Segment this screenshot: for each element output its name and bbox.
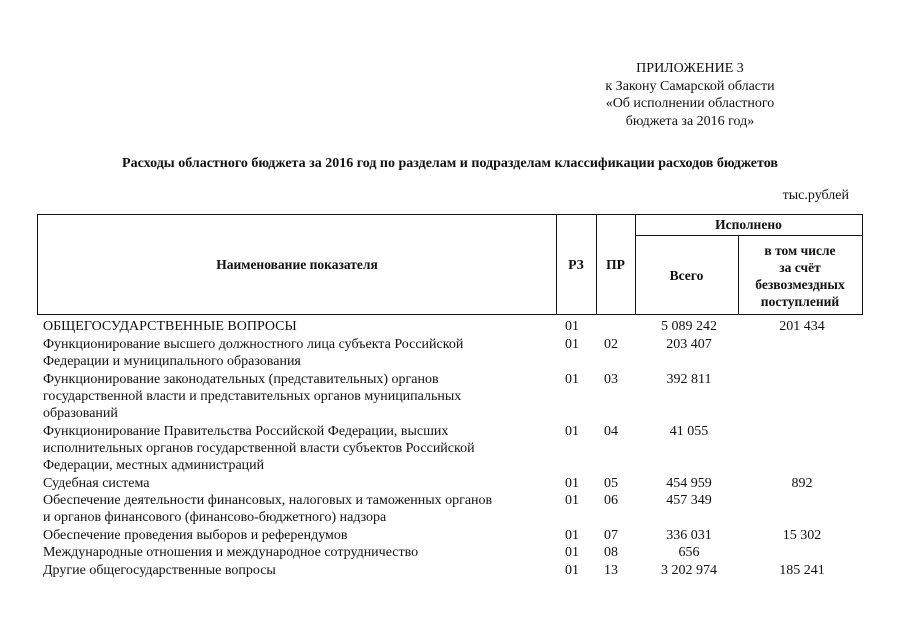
header-name: Наименование показателя [216,257,378,272]
row-total: 454 959 [666,476,712,491]
row-rz: 01 [565,493,579,508]
row-total: 203 407 [666,337,712,352]
row-name [43,492,553,526]
row-rz: 01 [565,528,579,543]
row-name [43,475,553,492]
header-grants-line: в том числе [764,242,836,258]
row-name-line: Обеспечение деятельности финансовых, налоговых и таможенных органов [43,493,493,508]
row-name [43,371,553,422]
row-rz: 01 [565,476,579,491]
row-name-line: Функционирование Правительства Российской Федерации, высших [43,424,449,439]
row-name-line: исполнительных органов государственной власти субъектов Российской [43,441,475,456]
row-grant: 185 241 [779,563,825,578]
row-total: 656 [678,545,700,560]
row-grant: 201 434 [779,319,825,334]
row-name-line: Обеспечение проведения выборов и референдумов [43,528,348,543]
header-grants-line: поступлений [760,293,840,309]
row-name [43,336,553,370]
row-pr: 07 [604,528,618,543]
units-label: тыс.рублей [782,188,849,203]
row-rz: 01 [565,424,579,439]
row-name-line: Федерации, местных администраций [43,458,265,473]
appendix-law-title-1: «Об исполнении областного [605,96,775,111]
row-total: 392 811 [666,372,712,387]
row-name-line: Судебная система [43,476,150,491]
row-name [43,544,553,561]
row-pr: 04 [604,424,618,439]
row-pr: 05 [604,476,618,491]
row-name-line: Функционирование высшего должностного лица субъекта Российской [43,337,464,352]
row-name-line: Федерации и муниципального образования [43,354,301,369]
row-pr: 06 [604,493,618,508]
appendix-law-title-2: бюджета за 2016 год» [625,113,755,129]
document-title: Расходы областного бюджета за 2016 год по разделам и подразделам классификации расходов бюджетов [122,156,778,171]
row-name-line: Другие общегосударственные вопросы [43,563,276,578]
row-total: 5 089 242 [661,319,717,334]
header-grants [738,236,862,315]
header-pr: ПР [606,257,625,272]
row-total: 336 031 [666,528,712,543]
row-name-line: Международные отношения и международное сотрудничество [43,545,419,560]
header-rz: РЗ [568,257,584,272]
row-grant: 15 302 [782,528,822,543]
row-total: 457 349 [666,493,712,508]
row-rz: 01 [565,545,579,560]
header-executed: Исполнено [715,217,782,232]
appendix-number: ПРИЛОЖЕНИЕ 3 [636,61,744,76]
header-total: Всего [669,267,704,283]
appendix-block [560,60,820,130]
row-name [43,423,553,474]
row-name-line: государственной власти и представительных органов муниципальных [43,389,462,404]
row-grant: 892 [791,476,813,491]
row-pr: 13 [604,563,618,578]
header-grants-line: за счёт [779,259,821,275]
row-name-line: образований [43,406,118,421]
header-grants-line: безвозмездных [755,276,845,292]
row-rz: 01 [565,372,579,387]
row-rz: 01 [565,337,579,352]
row-name-line: Функционирование законодательных (представительных) органов [43,372,439,387]
row-rz: 01 [565,563,579,578]
row-total: 3 202 974 [661,563,717,578]
row-name-line: ОБЩЕГОСУДАРСТВЕННЫЕ ВОПРОСЫ [43,319,297,334]
row-pr: 02 [604,337,618,352]
row-name [43,527,553,544]
row-pr: 08 [604,545,618,560]
row-total: 41 055 [669,424,709,439]
row-name [43,562,553,579]
row-pr: 03 [604,372,618,387]
table-header [37,214,863,315]
row-rz: 01 [565,319,579,334]
row-name-line: и органов финансового (финансово-бюджетного) надзора [43,510,387,525]
appendix-law-ref: к Закону Самарской области [605,78,775,94]
row-name [43,318,553,335]
